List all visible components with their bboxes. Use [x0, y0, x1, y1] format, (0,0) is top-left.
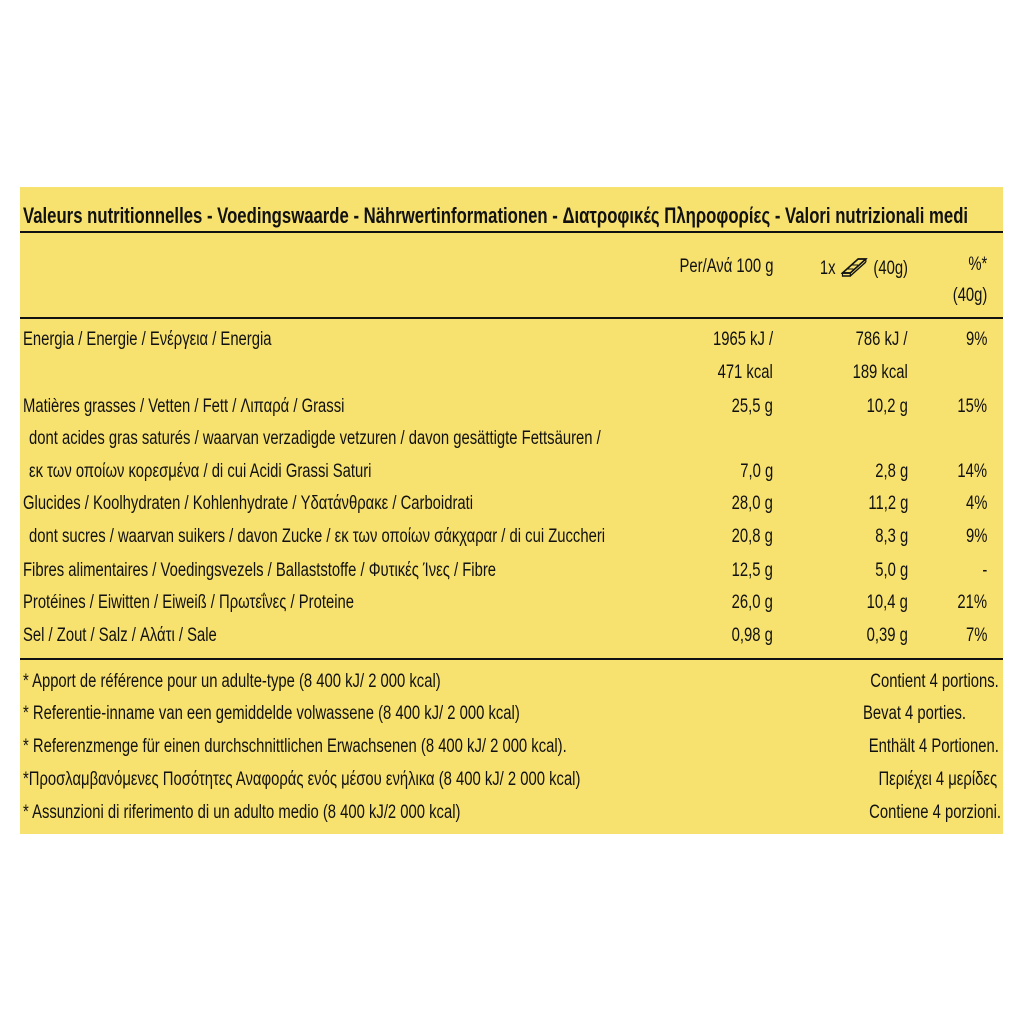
- row-label-energy: Energia / Energie / Ενέργεια / Energia: [23, 329, 272, 350]
- sugars-percent: 9%: [965, 526, 987, 547]
- fat-portion: 10,2 g: [866, 396, 908, 417]
- energy-per100-kcal: 471 kcal: [717, 362, 773, 383]
- sugars-portion: 8,3 g: [875, 526, 908, 547]
- fat-per100: 25,5 g: [731, 396, 773, 417]
- energy-per100-kj: 1965 kJ /: [712, 329, 773, 350]
- chocolate-bar-icon: [841, 255, 868, 284]
- row-label-fat: Matières grasses / Vetten / Fett / Λιπαρά / Grassi: [23, 396, 345, 417]
- portions-it: Contiene 4 porzioni.: [869, 802, 1001, 823]
- header-percent: %*: [968, 254, 987, 275]
- footnote-it: * Assunzioni di riferimento di un adulto medio (8 400 kJ/2 000 kcal): [23, 802, 461, 823]
- carbs-percent: 4%: [965, 493, 987, 514]
- row-label-fibre: Fibres alimentaires / Voedingsvezels / Ballaststoffe / Φυτικές Ίνες / Fibre: [23, 560, 497, 581]
- title-divider: [20, 231, 1003, 233]
- footnote-nl: * Referentie-inname van een gemiddelde volwassene (8 400 kJ/ 2 000 kcal): [23, 703, 520, 724]
- portions-fr: Contient 4 portions.: [870, 671, 999, 692]
- saturated-per100: 7,0 g: [740, 461, 773, 482]
- protein-portion: 10,4 g: [866, 592, 908, 613]
- header-portion-prefix: 1x: [819, 258, 836, 279]
- saturated-portion: 2,8 g: [875, 461, 908, 482]
- salt-portion: 0,39 g: [866, 625, 908, 646]
- portions-de: Enthält 4 Portionen.: [868, 736, 999, 757]
- header-divider: [20, 317, 1003, 319]
- footnote-de: * Referenzmenge für einen durchschnittlichen Erwachsenen (8 400 kJ/ 2 000 kcal).: [23, 736, 567, 757]
- fibre-per100: 12,5 g: [731, 560, 773, 581]
- saturated-percent: 14%: [957, 461, 987, 482]
- row-label-salt: Sel / Zout / Salz / Αλάτι / Sale: [23, 625, 217, 646]
- footnote-divider: [20, 658, 1003, 660]
- energy-percent: 9%: [965, 329, 987, 350]
- energy-portion-kj: 786 kJ /: [856, 329, 908, 350]
- nutrition-title: Valeurs nutritionnelles - Voedingswaarde - Nährwertinformationen - Διατροφικές Πληροφορίες - Valori nutrizionali medi: [23, 203, 969, 228]
- energy-portion-kcal: 189 kcal: [852, 362, 908, 383]
- fibre-percent: -: [982, 560, 987, 581]
- carbs-portion: 11,2 g: [867, 493, 908, 514]
- salt-per100: 0,98 g: [731, 625, 773, 646]
- protein-per100: 26,0 g: [731, 592, 773, 613]
- sugars-per100: 20,8 g: [731, 526, 773, 547]
- header-per-100g: Per/Ανά 100 g: [679, 256, 773, 277]
- row-label-saturated: dont acides gras saturés / waarvan verzadigde vetzuren / davon gesättigte Fettsäuren /: [29, 428, 601, 449]
- row-label-protein: Protéines / Eiwitten / Eiweiß / Πρωτεΐνες / Proteine: [23, 592, 354, 613]
- footnote-fr: * Apport de référence pour un adulte-type (8 400 kJ/ 2 000 kcal): [23, 671, 441, 692]
- nutrition-panel: [20, 187, 1003, 834]
- header-portion: [820, 255, 908, 284]
- row-label-carbs: Glucides / Koolhydraten / Kohlenhydrate / Υδατάνθρακε / Carboidrati: [23, 493, 474, 514]
- row-label-saturated-2: εκ των οποίων κορεσμένα / di cui Acidi Grassi Saturi: [29, 461, 372, 482]
- fibre-portion: 5,0 g: [875, 560, 908, 581]
- protein-percent: 21%: [957, 592, 987, 613]
- row-label-sugars: dont sucres / waarvan suikers / davon Zucke / εκ των οποίων σάκχαραr / di cui Zuccheri: [29, 526, 606, 547]
- carbs-per100: 28,0 g: [731, 493, 773, 514]
- header-portion-suffix: (40g): [873, 258, 908, 279]
- header-percent-basis: (40g): [952, 285, 987, 306]
- portions-nl: Bevat 4 porties.: [863, 703, 966, 724]
- salt-percent: 7%: [965, 625, 987, 646]
- fat-percent: 15%: [957, 396, 987, 417]
- footnote-el: *Προσλαμβανόμενες Ποσότητες Αναφοράς ενός μέσου ενήλικα (8 400 kJ/ 2 000 kcal): [23, 769, 581, 790]
- portions-el: Περιέχει 4 μερίδες: [878, 769, 997, 790]
